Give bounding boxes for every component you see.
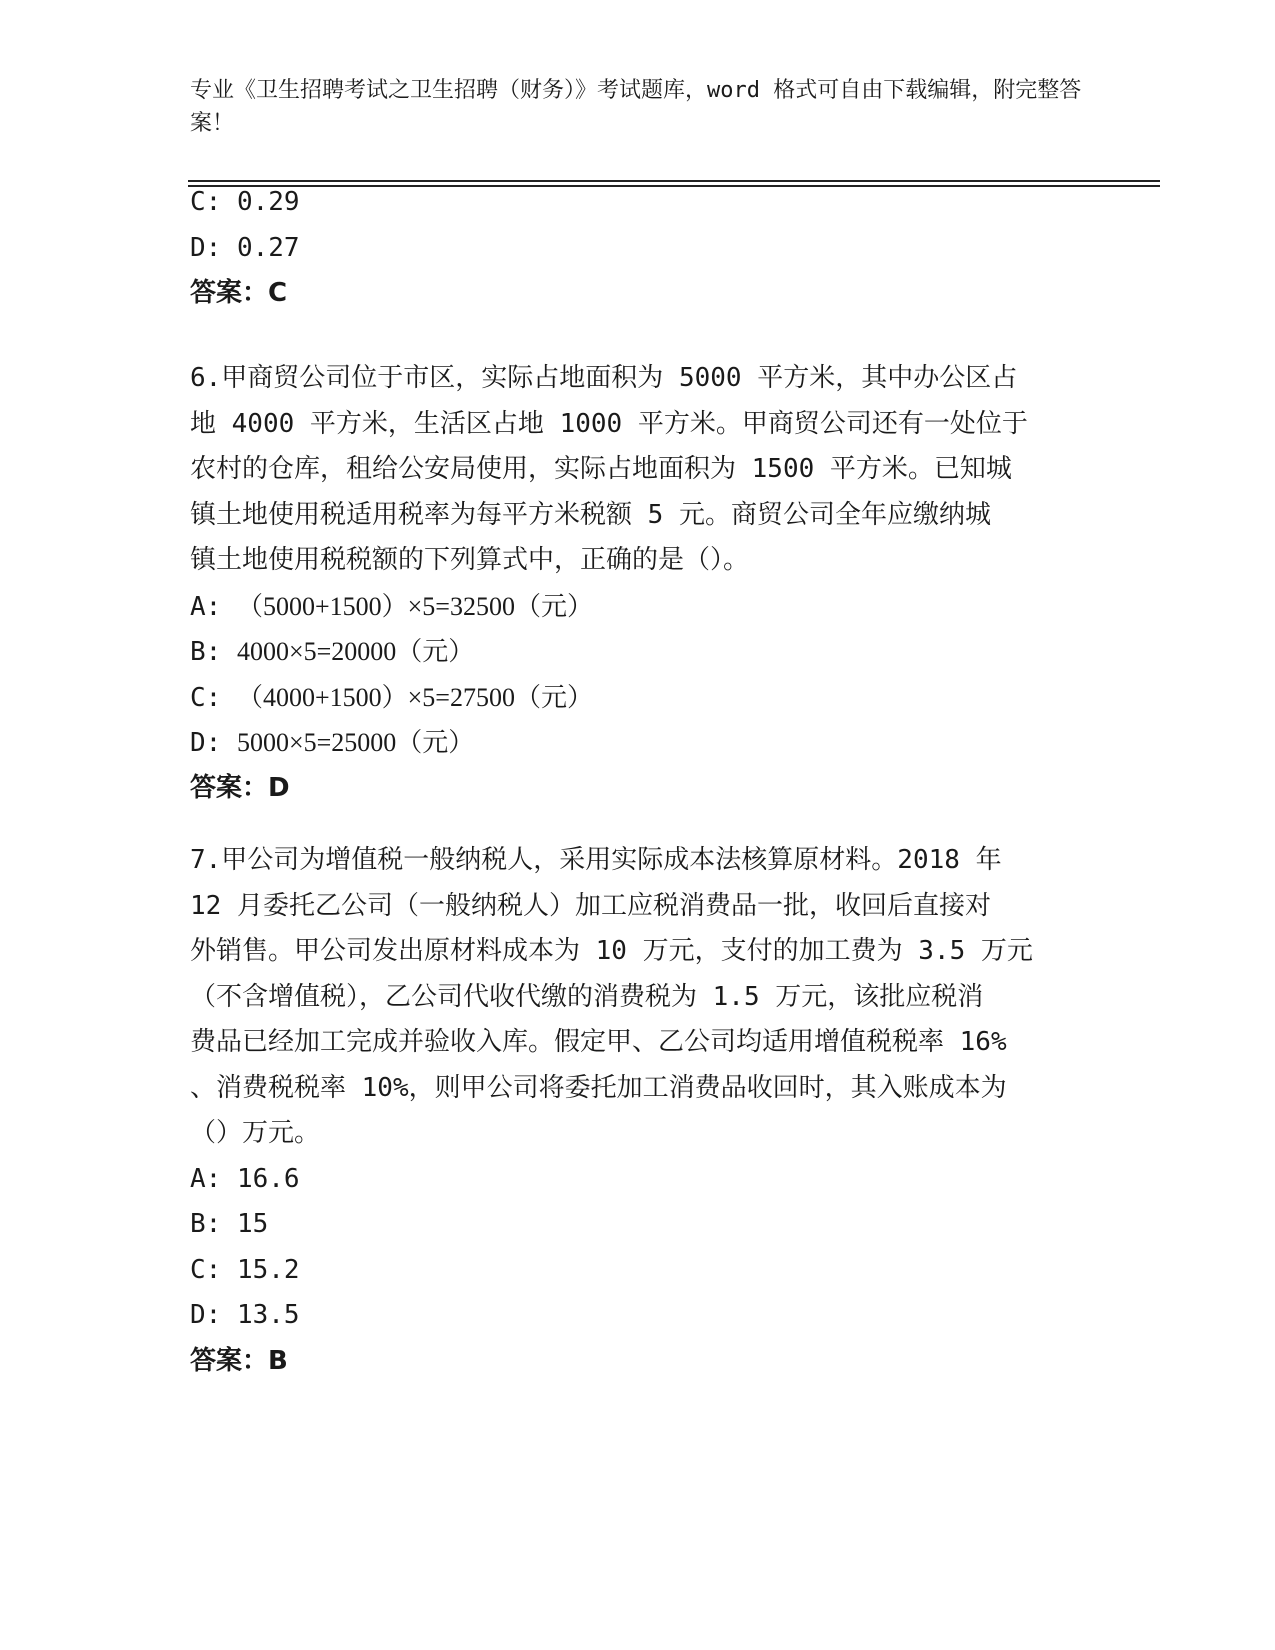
question-stem-line: 12 月委托乙公司（一般纳税人）加工应税消费品一批，收回后直接对 <box>190 890 991 921</box>
option-d <box>190 1293 1090 1339</box>
option-text: 15 <box>236 1209 269 1239</box>
question-7 <box>190 838 1090 1384</box>
document-header: 专业《卫生招聘考试之卫生招聘（财务）》考试题库，word 格式可自由下载编辑，附完整答案！ <box>190 78 1082 136</box>
question-5-tail <box>190 180 1090 317</box>
option-prefix: D: <box>190 232 222 263</box>
option-c <box>190 1248 1090 1294</box>
question-stem-line: 镇土地使用税税额的下列算式中，正确的是（）。 <box>190 545 750 575</box>
question-stem-line: （）万元。 <box>190 1118 321 1148</box>
option-text: 13.5 <box>236 1300 300 1330</box>
question-stem-line: 费品已经加工完成并验收入库。假定甲、乙公司均适用增值税税率 16% <box>190 1027 1007 1057</box>
option-d <box>190 226 1090 272</box>
option-prefix: B: <box>190 637 222 667</box>
option-text: 4000×5=20000（元） <box>236 637 475 666</box>
question-stem-line: 镇土地使用税适用税率为每平方米税额 5 元。商贸公司全年应缴纳城 <box>190 499 991 530</box>
question-stem-line: 、消费税税率 10%，则甲公司将委托加工消费品收回时，其入账成本为 <box>190 1072 1007 1103</box>
question-stem-line: 农村的仓库，租给公安局使用，实际占地面积为 1500 平方米。已知城 <box>190 454 1012 484</box>
option-text: 5000×5=25000（元） <box>236 728 475 757</box>
answer-label: 答案：D <box>190 772 290 803</box>
question-stem-line: （不含增值税），乙公司代收代缴的消费税为 1.5 万元，该批应税消 <box>190 981 984 1012</box>
answer-label: 答案：C <box>190 278 288 308</box>
option-prefix: A: <box>190 1163 222 1194</box>
answer-label: 答案：B <box>190 1345 288 1376</box>
option-d <box>190 720 1090 766</box>
option-a <box>190 584 1090 630</box>
option-b <box>190 1202 1090 1248</box>
option-text: 15.2 <box>236 1254 300 1285</box>
question-6 <box>190 356 1090 811</box>
option-text: 0.27 <box>236 232 300 263</box>
question-stem-line: 外销售。甲公司发出原材料成本为 10 万元，支付的加工费为 3.5 万元 <box>190 936 1033 966</box>
option-prefix: D: <box>190 728 222 758</box>
question-stem-line: 6.甲商贸公司位于市区，实际占地面积为 5000 平方米，其中办公区占 <box>190 363 1018 393</box>
option-prefix: B: <box>190 1209 222 1239</box>
option-c <box>190 180 1090 226</box>
option-prefix: A: <box>190 591 222 622</box>
option-text: 0.29 <box>236 187 300 217</box>
question-stem-line: 地 4000 平方米，生活区占地 1000 平方米。甲商贸公司还有一处位于 <box>190 408 1028 439</box>
option-b <box>190 629 1090 675</box>
option-prefix: D: <box>190 1300 222 1330</box>
option-a <box>190 1157 1090 1203</box>
question-stem-line: 7.甲公司为增值税一般纳税人，采用实际成本法核算原材料。2018 年 <box>190 845 1002 875</box>
option-text: （5000+1500）×5=32500（元） <box>236 591 593 621</box>
option-c <box>190 675 1090 721</box>
option-prefix: C: <box>190 1254 222 1285</box>
option-prefix: C: <box>190 187 222 217</box>
option-text: 16.6 <box>236 1163 300 1194</box>
option-prefix: C: <box>190 682 222 713</box>
option-text: （4000+1500）×5=27500（元） <box>236 682 593 712</box>
